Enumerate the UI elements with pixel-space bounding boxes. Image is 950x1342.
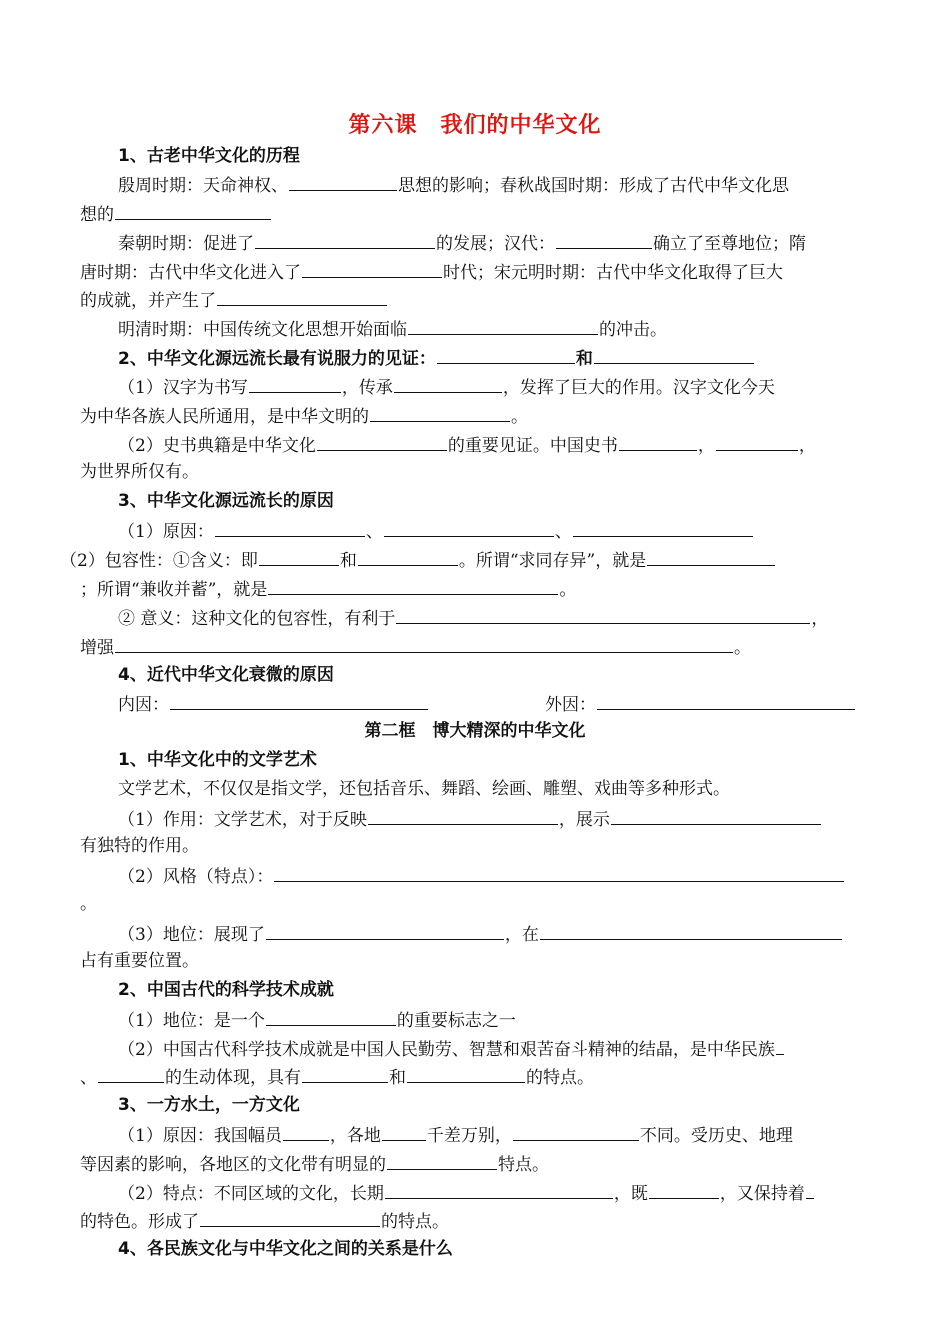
s1-line-4 [80,260,783,284]
fill-blank[interactable] [370,404,510,422]
s1-line-6 [118,317,667,341]
s3-line-2 [60,548,776,572]
p2s2-text: 、 [80,1068,97,1088]
fill-blank[interactable] [358,548,458,566]
fill-blank[interactable] [573,519,753,537]
fill-blank[interactable] [597,692,855,710]
s2-line-2 [80,404,528,428]
s3-text: 和 [339,551,357,571]
s1-text: 的成就，并产生了 [80,291,216,311]
s3-text: 、 [554,522,572,542]
section-subtitle: 第二框 博大精深的中华文化 [364,721,586,741]
p2s1-text: ，展示 [558,810,610,830]
p2s3-line-4 [80,1209,449,1233]
s2-line-3 [118,433,816,457]
s2-line-1 [118,375,775,399]
fill-blank[interactable] [387,1152,497,1170]
fill-blank[interactable] [619,433,697,451]
p2s3-text: 等因素的影响，各地区的文化带有明显的 [80,1155,386,1175]
s4-text: 内因： [118,695,169,715]
fill-blank[interactable] [249,375,341,393]
s1-line-2 [80,202,272,226]
section-2-heading [118,346,755,370]
s3-line-5 [80,635,751,659]
p2s1-line-7: 占有重要位置。 [80,951,199,971]
fill-blank[interactable] [302,260,442,278]
fill-blank[interactable] [647,548,775,566]
fill-blank[interactable] [368,807,558,825]
p2s1-text: （3）地位：展现了 [118,925,265,945]
p2s2-text: 的重要标志之一 [396,1011,516,1031]
s1-line-3 [118,231,806,255]
s3-text: ；所谓“兼收并蓄”，就是 [80,580,268,600]
p2s2-text: 和 [389,1068,406,1088]
s1-text: 殷周时期：天命神权、 [118,176,288,196]
fill-blank[interactable] [611,807,821,825]
fill-blank[interactable] [217,288,387,306]
s3-text: 增强 [80,638,114,658]
s3-text: 。 [734,638,751,658]
s2-heading-text: 和 [575,349,593,369]
p2s3-text: 不同。受历史、地理 [639,1126,793,1146]
fill-blank[interactable] [115,202,271,220]
p2s3-text: 的特点。 [381,1212,449,1232]
fill-blank[interactable] [556,231,652,249]
p2s3-text: 的特色。形成了 [80,1212,199,1232]
fill-blank[interactable] [170,692,428,710]
p2s3-line-3 [118,1181,815,1205]
p2s2-text: 的生动体现，具有 [165,1068,301,1088]
p2s3-text: （1）原因：我国幅员 [118,1126,282,1146]
s2-text: ， [697,436,715,456]
s2-line-4: 为世界所仅有。 [80,462,199,482]
s3-text: ， [811,609,829,629]
p2s3-text: （2）特点：不同区域的文化，长期 [118,1184,384,1204]
p2s3-line-1 [118,1123,793,1147]
p2s1-line-4 [118,864,845,888]
fill-blank[interactable] [283,1123,329,1141]
fill-blank[interactable] [394,375,502,393]
fill-blank[interactable] [513,1123,639,1141]
s1-text: 的冲击。 [599,320,667,340]
s3-text: 。 [559,580,577,600]
fill-blank[interactable] [649,1181,719,1199]
p2s1-line-5: 。 [80,894,97,914]
s4-line-1 [118,692,856,716]
fill-blank[interactable] [776,1037,784,1055]
p2s2-line-3 [80,1065,594,1089]
s2-text: ， [798,436,816,456]
s1-text: 明清时期：中国传统文化思想开始面临 [118,320,407,340]
fill-blank[interactable] [437,346,575,364]
s3-line-3 [80,577,576,601]
s3-text: （1）原因： [118,522,214,542]
fill-blank[interactable] [268,577,558,595]
p2s3-line-2 [80,1152,549,1176]
fill-blank[interactable] [317,433,447,451]
s3-text: （2）包容性：①含义：即 [60,551,258,571]
fill-blank[interactable] [716,433,798,451]
fill-blank[interactable] [396,606,810,624]
fill-blank[interactable] [200,1209,380,1227]
s1-text: 思想的影响；春秋战国时期：形成了古代中华文化思 [398,176,789,196]
p2s3-text: ，各地 [329,1126,381,1146]
s2-heading-text: 2、中华文化源远流长最有说服力的见证： [118,349,436,369]
s1-text: 唐时期：古代中华文化进入了 [80,263,301,283]
s2-text: （2）史书典籍是中华文化 [118,436,316,456]
fill-blank[interactable] [266,1008,396,1026]
fill-blank[interactable] [806,1181,814,1199]
p2s2-text: 的特点。 [526,1068,594,1088]
fill-blank[interactable] [259,548,339,566]
s2-text: （1）汉字为书写 [118,378,248,398]
fill-blank[interactable] [540,922,842,940]
s2-text: 。 [511,407,528,427]
p2s1-line-2 [118,807,822,831]
p2s1-text: （2）风格（特点）： [118,867,274,887]
s1-text: 的发展；汉代： [436,234,555,254]
s1-line-1 [118,173,789,197]
s3-line-4 [118,606,828,630]
s1-line-5 [80,288,388,312]
p2s1-line-6 [118,922,843,946]
s3-text: 、 [365,522,383,542]
section-1-heading: 1、古老中华文化的历程 [118,146,300,166]
s1-text: 时代；宋元明时期：古代中华文化取得了巨大 [443,263,783,283]
s3-text: 。所谓“求同存异”，就是 [458,551,647,571]
p2-section-3-heading: 3、一方水土，一方文化 [118,1095,300,1115]
p2s3-text: ，又保持着 [719,1184,805,1204]
s2-text: ，发挥了巨大的作用。汉字文化今天 [502,378,775,398]
p2s2-line-1 [118,1008,516,1032]
s2-text: 的重要见证。中国史书 [447,436,618,456]
p2s3-text: 千差万别， [426,1126,512,1146]
fill-blank[interactable] [302,1065,388,1083]
fill-blank[interactable] [385,1181,613,1199]
p2s1-line-3: 有独特的作用。 [80,836,199,856]
fill-blank[interactable] [407,1065,525,1083]
fill-blank[interactable] [408,317,598,335]
s1-text: 秦朝时期：促进了 [118,234,254,254]
fill-blank[interactable] [382,1123,426,1141]
s2-text: ，传承 [341,378,393,398]
fill-blank[interactable] [266,922,504,940]
fill-blank[interactable] [215,519,365,537]
p2s1-text: ，在 [504,925,539,945]
p2s1-text: （1）作用：文学艺术，对于反映 [118,810,367,830]
p2-section-4-heading: 4、各民族文化与中华文化之间的关系是什么 [118,1239,453,1259]
s3-line-1 [118,519,754,543]
s2-text: 为中华各族人民所通用，是中华文明的 [80,407,369,427]
p2s3-text: 特点。 [498,1155,549,1175]
fill-blank[interactable] [384,519,554,537]
p2s2-line-2 [118,1037,785,1061]
section-4-heading: 4、近代中华文化衰微的原因 [118,665,334,685]
s4-text: 外因： [545,695,596,715]
fill-blank[interactable] [255,231,435,249]
s3-text: ② 意义：这种文化的包容性，有利于 [118,609,396,629]
fill-blank[interactable] [289,173,397,191]
fill-blank[interactable] [594,346,754,364]
fill-blank[interactable] [98,1065,164,1083]
s1-text: 想的 [80,205,114,225]
p2-section-2-heading: 2、中国古代的科学技术成就 [118,980,334,1000]
fill-blank[interactable] [115,635,733,653]
p2s2-text: （1）地位：是一个 [118,1011,265,1031]
p2s2-text: （2）中国古代科学技术成就是中国人民勤劳、智慧和艰苦奋斗精神的结晶，是中华民族 [118,1040,775,1060]
p2-section-1-heading: 1、中华文化中的文学艺术 [118,750,317,770]
section-3-heading: 3、中华文化源远流长的原因 [118,491,334,511]
p2s1-line-1: 文学艺术，不仅仅是指文学，还包括音乐、舞蹈、绘画、雕塑、戏曲等多种形式。 [118,779,730,799]
p2s3-text: ，既 [613,1184,648,1204]
fill-blank[interactable] [274,864,844,882]
lesson-title: 第六课 我们的中华文化 [348,113,602,138]
s1-text: 确立了至尊地位；隋 [653,234,806,254]
